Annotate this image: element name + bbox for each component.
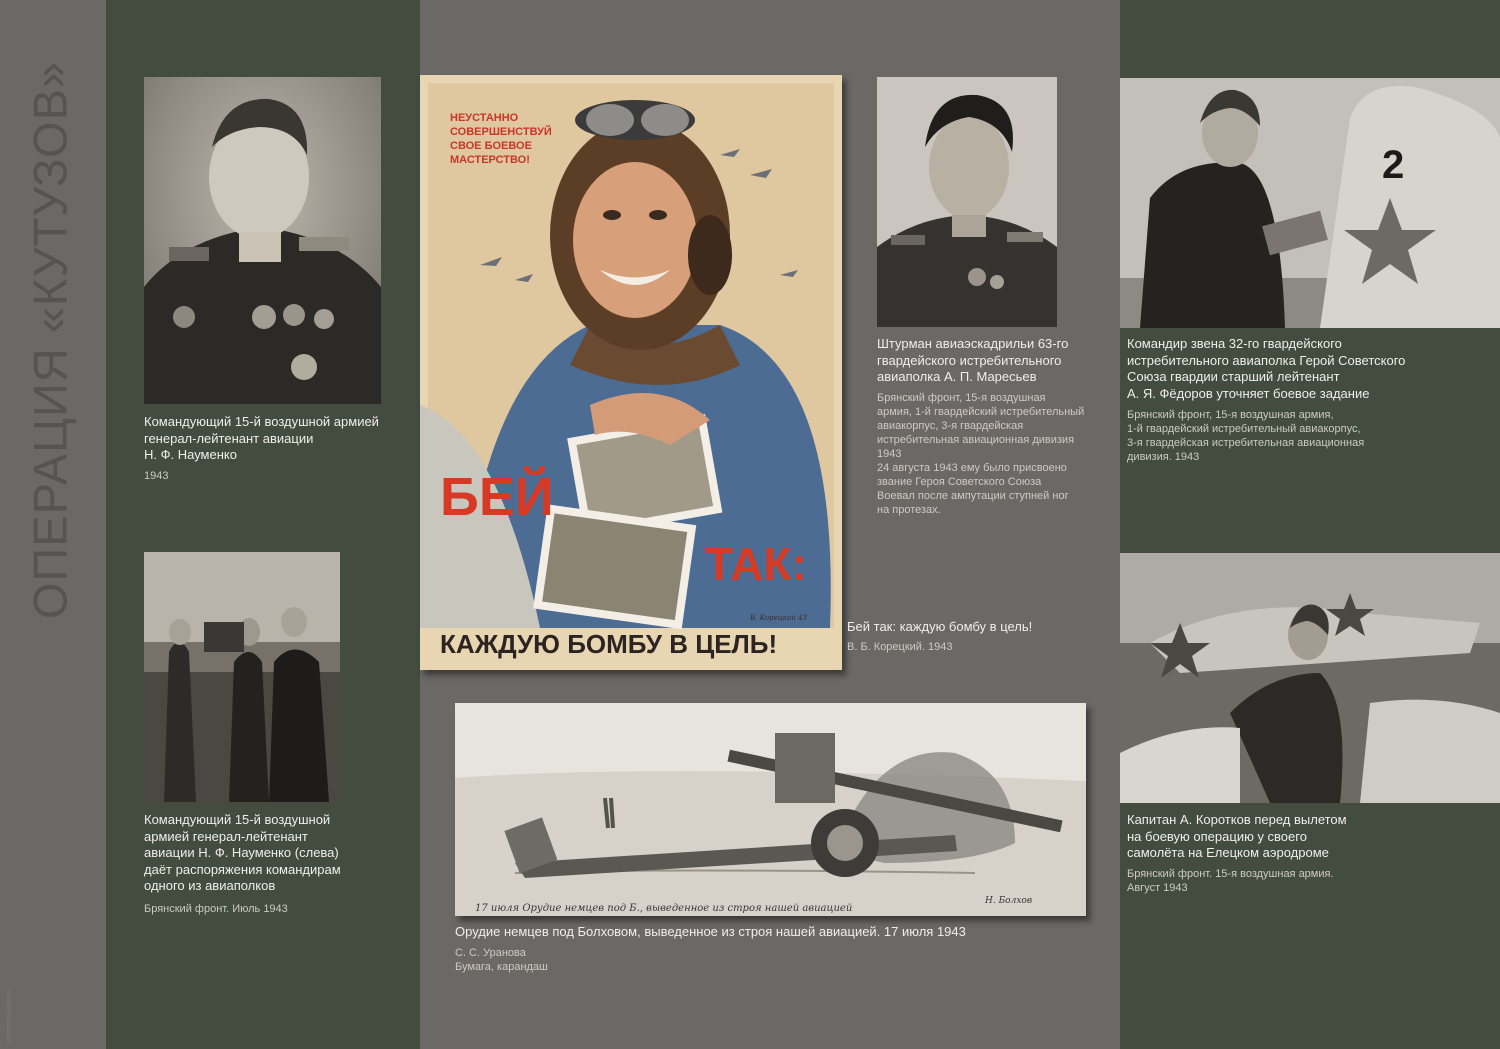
watermark: victorymuseum.ru xyxy=(5,987,13,1043)
svg-text:СОВЕРШЕНСТВУЙ: СОВЕРШЕНСТВУЙ xyxy=(450,126,552,138)
svg-text:БЕЙ: БЕЙ xyxy=(440,467,554,527)
sub-poster: В. Б. Корецкий. 1943 xyxy=(847,641,953,653)
caption-poster: Бей так: каждую бомбу в цель! xyxy=(847,619,1033,634)
photo-officers-group xyxy=(144,552,340,802)
svg-text:17 июля Орудие немцев под Б.,: 17 июля Орудие немцев под Б., выведенное из строя нашей авиацией xyxy=(475,903,853,914)
sub-korotkov: Брянский фронт. 15-я воздушная армия. Август 1943 xyxy=(1127,868,1334,894)
svg-text:ТАК:: ТАК: xyxy=(705,538,807,590)
caption-general: Командующий 15-й воздушной армией генерал-лейтенант авиации Н. Ф. Науменко xyxy=(144,414,379,462)
caption-drawing: Орудие немцев под Болховом, выведенное из строя нашей авиацией. 17 июля 1943 xyxy=(455,924,966,939)
caption-maresyev: Штурман авиаэскадрильи 63-го гвардейского истребительного авиаполка А. П. Маресьев xyxy=(877,336,1069,384)
svg-text:КАЖДУЮ БОМБУ В ЦЕЛЬ!: КАЖДУЮ БОМБУ В ЦЕЛЬ! xyxy=(440,629,778,659)
svg-text:МАСТЕРСТВО!: МАСТЕРСТВО! xyxy=(450,154,530,166)
svg-text:Н. Болхов: Н. Болхов xyxy=(985,896,1033,906)
sub-general: 1943 xyxy=(144,470,169,482)
drawing-german-gun xyxy=(455,703,1086,916)
caption-fedorov: Командир звена 32-го гвардейского истребительного авиаполка Герой Советского Союза гвардии старший лейтенант А. Я. Фёдоров уточняет боевое задание xyxy=(1127,336,1406,401)
page-title: ОПЕРАЦИЯ «КУТУЗОВ» xyxy=(23,60,77,620)
sub-officers: Брянский фронт. Июль 1943 xyxy=(144,903,288,915)
svg-text:2: 2 xyxy=(1382,143,1405,187)
svg-text:СВОЕ БОЕВОЕ: СВОЕ БОЕВОЕ xyxy=(450,140,532,152)
sub-drawing: С. С. Уранова Бумага, карандаш xyxy=(455,947,548,973)
poster xyxy=(420,75,842,670)
caption-korotkov: Капитан А. Коротков перед вылетом на боевую операцию у своего самолёта на Елецком аэродроме xyxy=(1127,812,1347,860)
svg-text:НЕУСТАННО: НЕУСТАННО xyxy=(450,112,519,124)
sub-fedorov: Брянский фронт, 15-я воздушная армия, 1-й гвардейский истребительный авиакорпус, 3-я гвардейская истребительная авиационная дивизия. 1943 xyxy=(1127,409,1365,463)
caption-officers: Командующий 15-й воздушной армией генерал-лейтенант авиации Н. Ф. Науменко (слева) даёт распоряжения командирам одного из авиаполков xyxy=(144,812,341,893)
svg-text:В. Корецкий 43: В. Корецкий 43 xyxy=(750,614,808,622)
photo-general-portrait xyxy=(144,77,381,404)
photo-maresyev xyxy=(877,77,1057,327)
sub-maresyev: Брянский фронт, 15-я воздушная армия, 1-й гвардейский истребительный авиакорпус, 3-я гвардейская истребительная авиационная дивизия 1943 24 августа 1943 ему было присвоено звание Героя Советского Союза Воевал после ампутации ступней ног на протезах. xyxy=(877,392,1085,516)
photo-korotkov xyxy=(1120,553,1500,803)
photo-fedorov xyxy=(1120,78,1500,328)
